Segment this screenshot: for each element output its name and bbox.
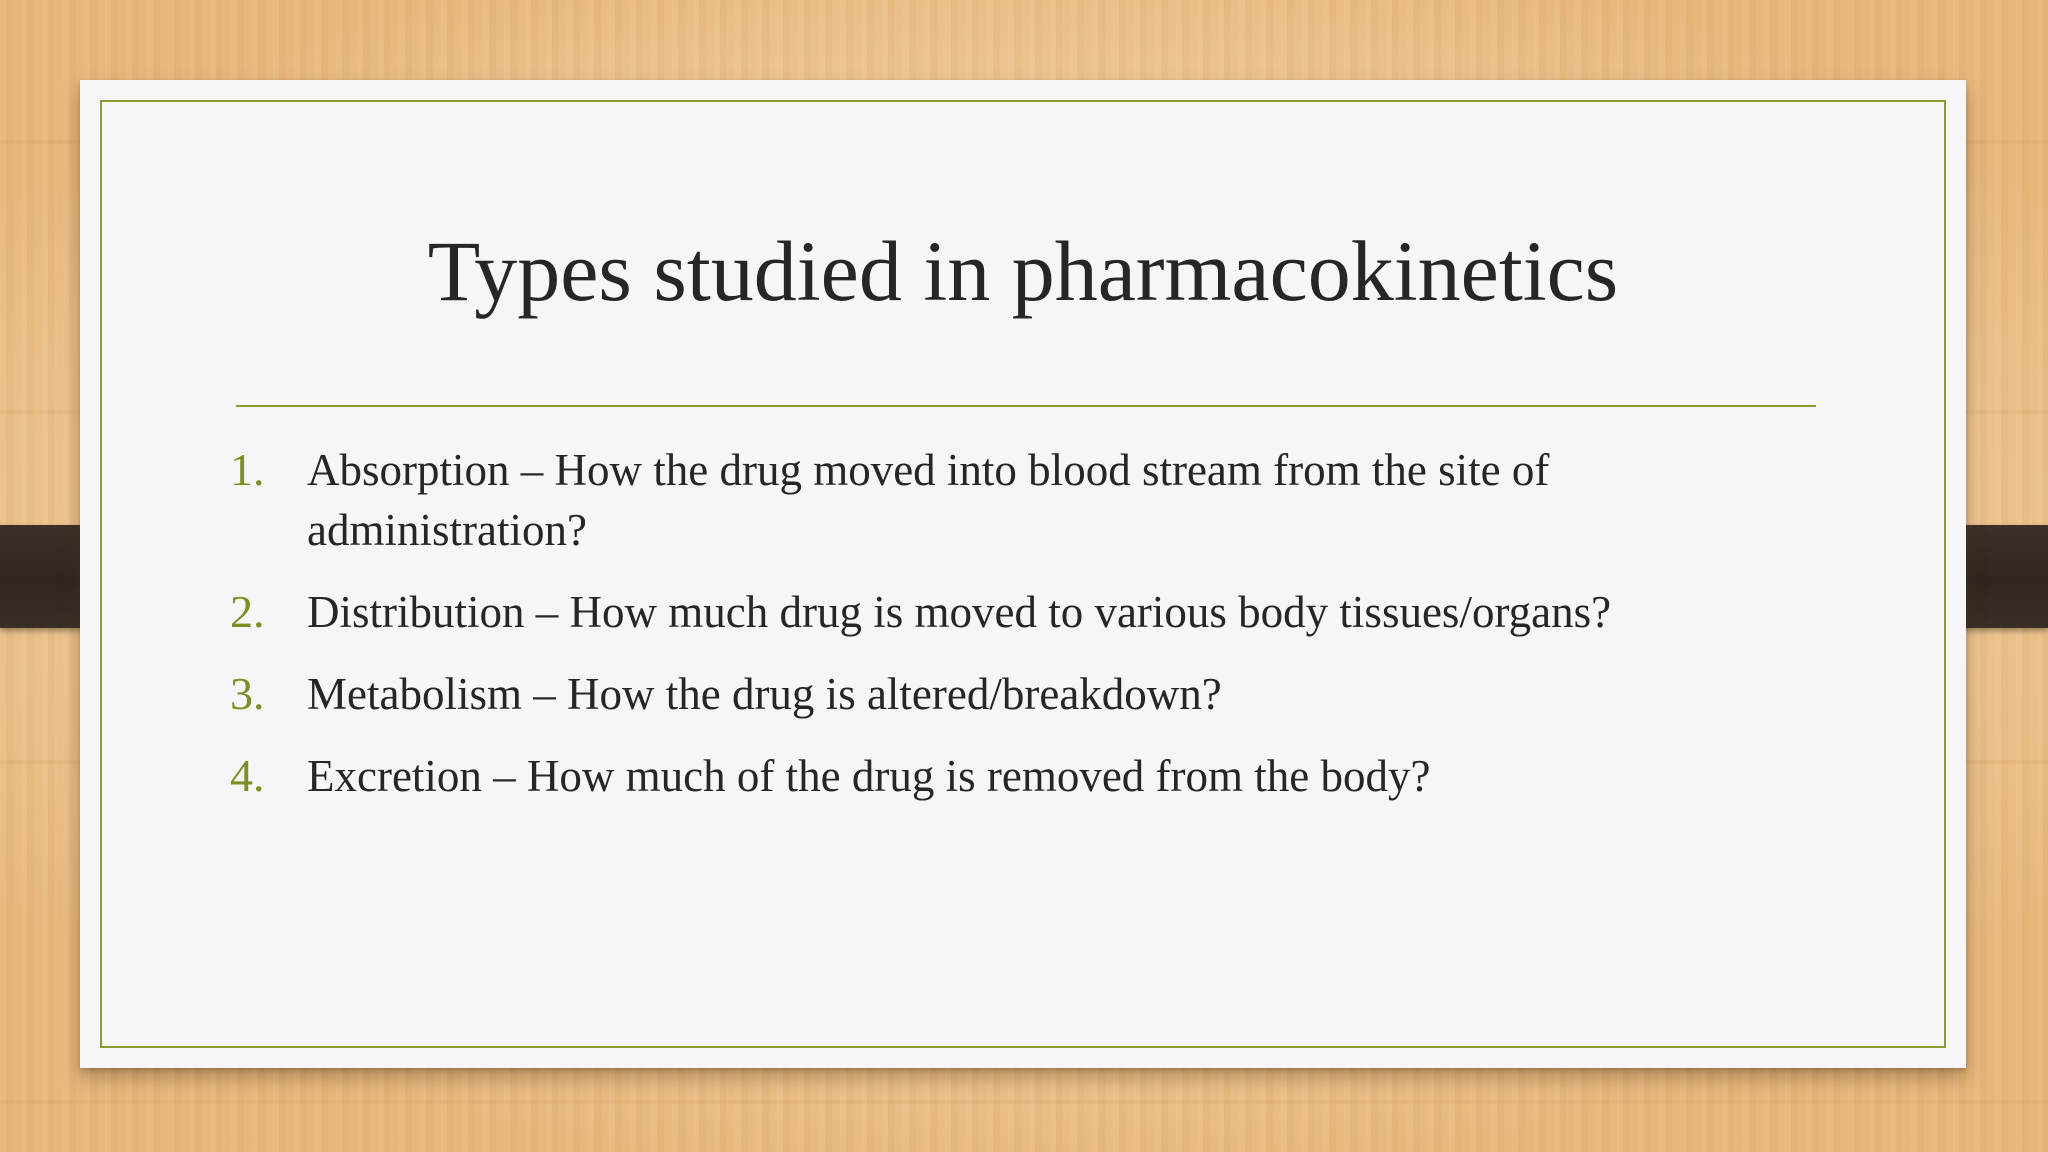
list-item-number: 1. (230, 444, 265, 495)
numbered-list (230, 440, 1830, 828)
list-item-number: 4. (230, 750, 265, 801)
list-item (230, 582, 1830, 642)
wood-texture (0, 1100, 2048, 1104)
list-item (230, 746, 1830, 806)
list-item (230, 664, 1830, 724)
slide-card (80, 80, 1966, 1068)
list-item-text: Metabolism – How the drug is altered/breakdown? (307, 669, 1222, 719)
title-divider (236, 405, 1816, 407)
list-item-text: Absorption – How the drug moved into blood stream from the site of administration? (307, 445, 1550, 555)
list-item (230, 440, 1830, 560)
list-item-text: Distribution – How much drug is moved to various body tissues/organs? (307, 587, 1612, 637)
list-item-number: 2. (230, 586, 265, 637)
slide-title: Types studied in pharmacokinetics (427, 223, 1619, 319)
list-item-number: 3. (230, 668, 265, 719)
list-item-text: Excretion – How much of the drug is removed from the body? (307, 751, 1431, 801)
